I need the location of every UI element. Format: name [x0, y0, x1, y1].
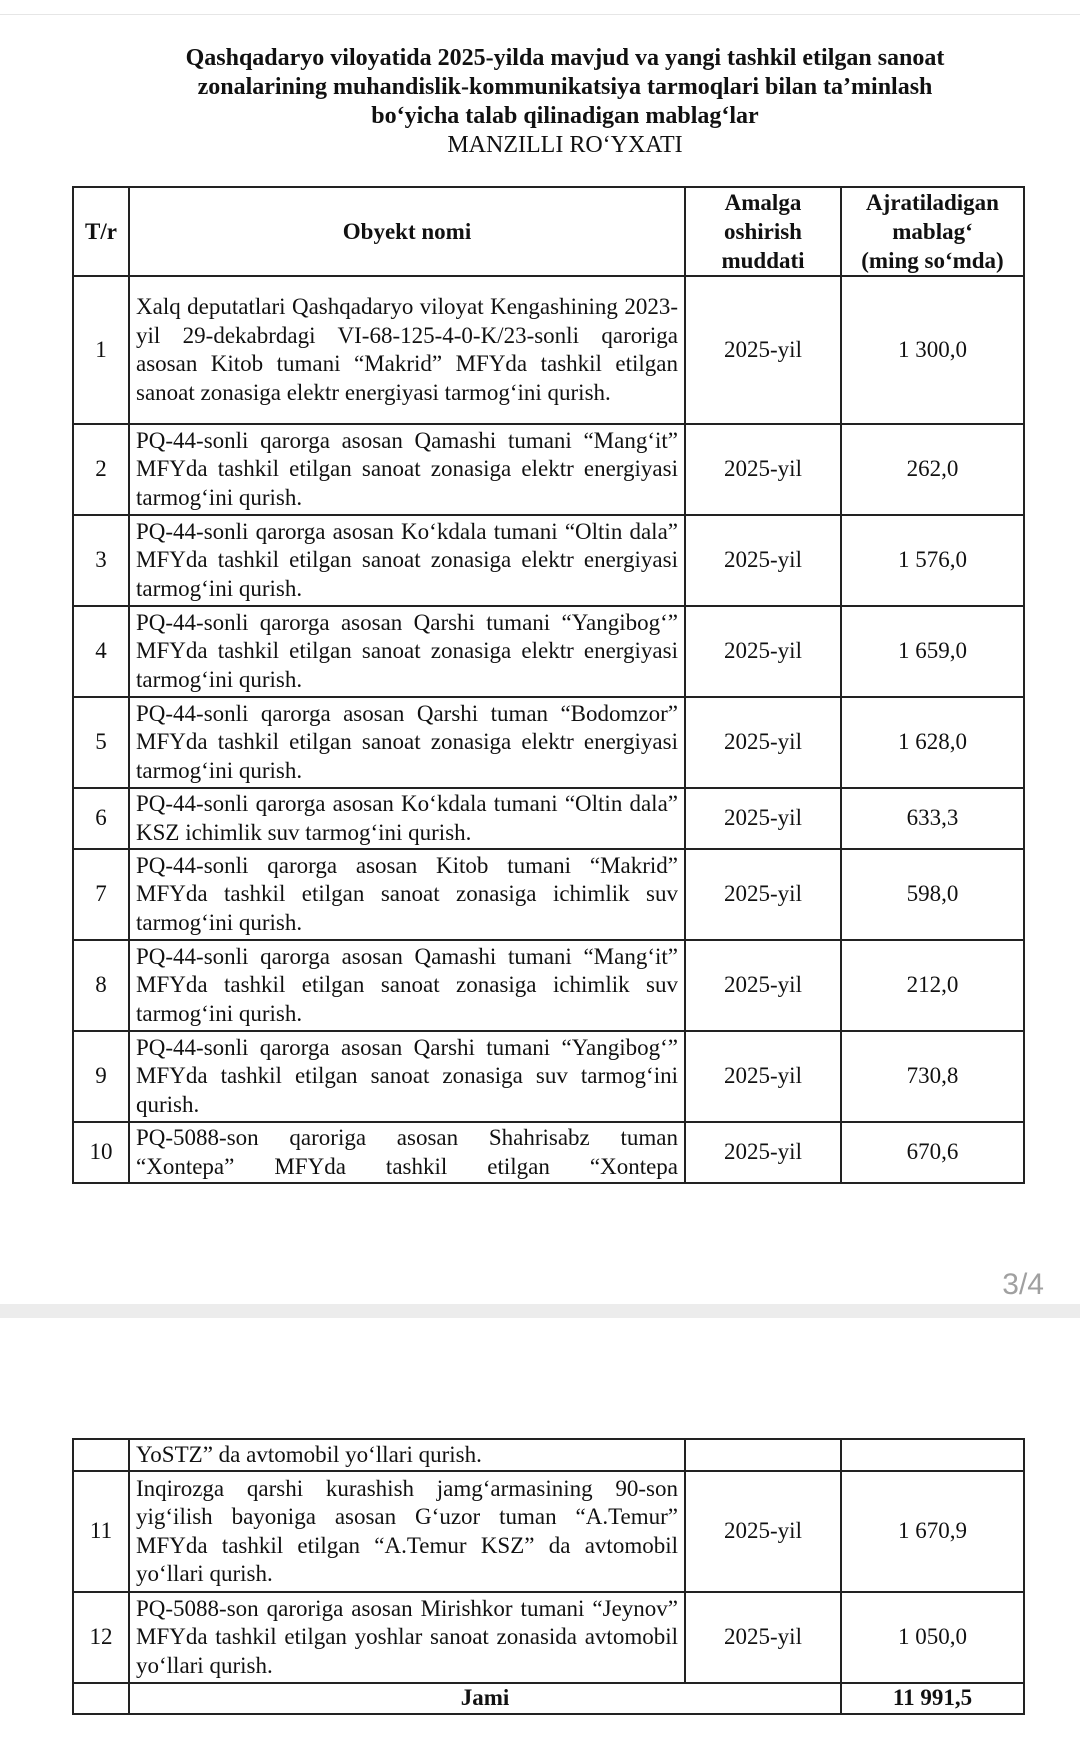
- row-number: 9: [73, 1031, 129, 1122]
- term: 2025-yil: [685, 940, 841, 1031]
- table-row: [73, 1471, 1024, 1592]
- amount: 1 659,0: [841, 606, 1024, 697]
- header-amount-line: mablag‘: [892, 219, 973, 244]
- row-number: 5: [73, 697, 129, 788]
- amount: 1 300,0: [841, 276, 1024, 424]
- term: 2025-yil: [685, 849, 841, 940]
- row-number: 8: [73, 940, 129, 1031]
- term: 2025-yil: [685, 606, 841, 697]
- header-amount: [841, 187, 1024, 276]
- title-line-1: Qashqadaryo viloyatida 2025-yilda mavjud va yangi tashkil etilgan sanoat: [185, 45, 945, 71]
- page-top-divider: [0, 14, 1080, 15]
- title-line-3: bo‘yicha talab qilinadigan mablag‘lar: [371, 103, 759, 129]
- amount: 730,8: [841, 1031, 1024, 1122]
- table-row: [73, 697, 1024, 788]
- list-title: MANZILLI RO‘YXATI: [447, 132, 683, 158]
- table-row: [73, 276, 1024, 424]
- amount: 1 050,0: [841, 1592, 1024, 1683]
- table-header-row: [73, 187, 1024, 276]
- row-number: 2: [73, 424, 129, 515]
- table-row: [73, 424, 1024, 515]
- header-amount-line: (ming so‘mda): [861, 248, 1004, 273]
- object-name: PQ-44-sonli qarorga asosan Qarshi tumani “Yangibog‘” MFYda tashkil etilgan sanoat zonasiga suv tarmog‘ini qurish.: [129, 1031, 685, 1122]
- table-row: [73, 1592, 1024, 1683]
- amount: 1 628,0: [841, 697, 1024, 788]
- amount: 633,3: [841, 788, 1024, 849]
- object-name-continuation: YoSTZ” da avtomobil yo‘llari qurish.: [129, 1439, 685, 1471]
- object-name: PQ-44-sonli qarorga asosan Qarshi tuman “Bodomzor” MFYda tashkil etilgan sanoat zonasiga elektr energiyasi tarmog‘ini qurish.: [129, 697, 685, 788]
- table-row: [73, 1031, 1024, 1122]
- header-amount-line: Ajratiladigan: [866, 190, 999, 215]
- row-number: 12: [73, 1592, 129, 1683]
- term: 2025-yil: [685, 1122, 841, 1183]
- total-row: [73, 1683, 1024, 1714]
- header-term-line: muddati: [721, 248, 805, 273]
- object-name: PQ-44-sonli qarorga asosan Kitob tumani “Makrid” MFYda tashkil etilgan sanoat zonasiga ichimlik suv tarmog‘ini qurish.: [129, 849, 685, 940]
- document-title: [100, 44, 1030, 160]
- header-num: T/r: [73, 187, 129, 276]
- table-row: [73, 1122, 1024, 1183]
- funding-table-page-2: [72, 1438, 1025, 1715]
- object-name: PQ-44-sonli qarorga asosan Ko‘kdala tumani “Oltin dala” MFYda tashkil etilgan sanoat zonasiga elektr energiyasi tarmog‘ini qurish.: [129, 515, 685, 606]
- header-term: [685, 187, 841, 276]
- row-number: 10: [73, 1122, 129, 1183]
- term: 2025-yil: [685, 1031, 841, 1122]
- page-separator: [0, 1304, 1080, 1318]
- object-name: PQ-5088-son qaroriga asosan Mirishkor tumani “Jeynov” MFYda tashkil etilgan yoshlar sanoat zonasida avtomobil yo‘llari qurish.: [129, 1592, 685, 1683]
- amount: 598,0: [841, 849, 1024, 940]
- amount: 1 576,0: [841, 515, 1024, 606]
- amount: 262,0: [841, 424, 1024, 515]
- funding-table-page-1: [72, 186, 1025, 1184]
- table-row: [73, 606, 1024, 697]
- term: [685, 1439, 841, 1471]
- row-number: 7: [73, 849, 129, 940]
- table-row: [73, 940, 1024, 1031]
- term: 2025-yil: [685, 697, 841, 788]
- row-number: 11: [73, 1471, 129, 1592]
- page-4: [0, 1318, 1080, 1746]
- row-number: 1: [73, 276, 129, 424]
- total-value: 11 991,5: [841, 1683, 1024, 1714]
- object-name: PQ-44-sonli qarorga asosan Qarshi tumani “Yangibog‘” MFYda tashkil etilgan sanoat zonasiga elektr energiyasi tarmog‘ini qurish.: [129, 606, 685, 697]
- total-label: Jami: [129, 1683, 841, 1714]
- amount: 1 670,9: [841, 1471, 1024, 1592]
- row-number: 6: [73, 788, 129, 849]
- term: 2025-yil: [685, 788, 841, 849]
- object-name: Xalq deputatlari Qashqadaryo viloyat Kengashining 2023-yil 29-dekabrdagi VI-68-125-4-0-K/23-sonli qaroriga asosan Kitob tumani “Makrid” MFYda tashkil etilgan sanoat zonasiga elektr energiyasi tarmog‘ini qurish.: [129, 276, 685, 424]
- row-number: [73, 1439, 129, 1471]
- table-row: [73, 788, 1024, 849]
- term: 2025-yil: [685, 1471, 841, 1592]
- total-empty-cell: [73, 1683, 129, 1714]
- object-name: PQ-5088-son qaroriga asosan Shahrisabz tuman “Xontepa” MFYda tashkil etilgan “Xontepa: [129, 1122, 685, 1183]
- table-row-continuation: [73, 1439, 1024, 1471]
- amount: [841, 1439, 1024, 1471]
- term: 2025-yil: [685, 424, 841, 515]
- object-name: Inqirozga qarshi kurashish jamg‘armasining 90-son yig‘ilish bayoniga asosan G‘uzor tuman “A.Temur” MFYda tashkil etilgan “A.Temur KSZ” da avtomobil yo‘llari qurish.: [129, 1471, 685, 1592]
- term: 2025-yil: [685, 1592, 841, 1683]
- header-term-line: Amalga: [724, 190, 802, 215]
- header-term-line: oshirish: [724, 219, 802, 244]
- table-row: [73, 849, 1024, 940]
- row-number: 4: [73, 606, 129, 697]
- amount: 212,0: [841, 940, 1024, 1031]
- title-line-2: zonalarining muhandislik-kommunikatsiya tarmoqlari bilan ta’minlash: [197, 74, 933, 100]
- page-indicator: 3/4: [1002, 1268, 1044, 1301]
- object-name: PQ-44-sonli qarorga asosan Ko‘kdala tumani “Oltin dala” KSZ ichimlik suv tarmog‘ini qurish.: [129, 788, 685, 849]
- header-name: Obyekt nomi: [129, 187, 685, 276]
- object-name: PQ-44-sonli qarorga asosan Qamashi tumani “Mang‘it” MFYda tashkil etilgan sanoat zonasiga ichimlik suv tarmog‘ini qurish.: [129, 940, 685, 1031]
- table-row: [73, 515, 1024, 606]
- object-name: PQ-44-sonli qarorga asosan Qamashi tumani “Mang‘it” MFYda tashkil etilgan sanoat zonasiga elektr energiyasi tarmog‘ini qurish.: [129, 424, 685, 515]
- amount: 670,6: [841, 1122, 1024, 1183]
- term: 2025-yil: [685, 276, 841, 424]
- term: 2025-yil: [685, 515, 841, 606]
- row-number: 3: [73, 515, 129, 606]
